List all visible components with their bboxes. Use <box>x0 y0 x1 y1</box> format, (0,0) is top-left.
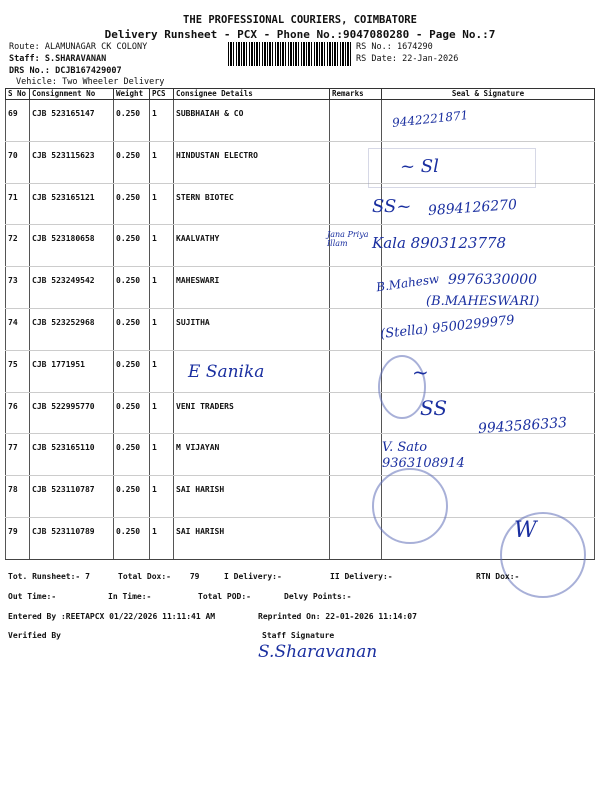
col-header-remarks: Remarks <box>330 89 382 100</box>
vehicle-value: Two Wheeler Delivery <box>62 77 165 87</box>
cell-weight: 0.250 <box>114 100 150 142</box>
rs-date-line <box>356 54 458 64</box>
cell-remarks <box>330 308 382 350</box>
rs-date-label: RS Date: <box>356 54 397 64</box>
cell-weight: 0.250 <box>114 141 150 183</box>
cell-sno: 72 <box>6 225 30 267</box>
cell-pcs: 1 <box>150 100 174 142</box>
cell-weight: 0.250 <box>114 183 150 225</box>
barcode <box>228 42 352 66</box>
cell-consignment: CJB 523110789 <box>30 517 114 559</box>
total-dox <box>118 572 199 581</box>
drs-line <box>9 66 122 76</box>
cell-consignee: HINDUSTAN ELECTRO <box>174 141 330 183</box>
in-time: In Time:- <box>108 592 152 601</box>
cell-consignee: STERN BIOTEC <box>174 183 330 225</box>
table-row <box>6 100 595 142</box>
cell-sno: 76 <box>6 392 30 434</box>
handwritten-name: (B.MAHESWARI) <box>426 294 540 309</box>
handwritten-phone: 9442221871 <box>391 108 469 130</box>
col-header-seal-signature: Seal & Signature <box>382 89 595 100</box>
drs-label: DRS No.: <box>9 66 50 76</box>
cell-consignee: KAALVATHY <box>174 225 330 267</box>
rs-date-value: 22-Jan-2026 <box>402 54 459 64</box>
rs-no-line <box>356 42 433 52</box>
cell-consignment: CJB 523249542 <box>30 267 114 309</box>
cell-remarks <box>330 517 382 559</box>
handwritten-signature: (Stella) 9500299979 <box>379 312 516 343</box>
cell-weight: 0.250 <box>114 308 150 350</box>
route-value: ALAMUNAGAR CK COLONY <box>44 42 148 52</box>
col-header-weight: Weight <box>114 89 150 100</box>
cell-consignment: CJB 523180658 <box>30 225 114 267</box>
col-header-consignment: Consignment No <box>30 89 114 100</box>
signature-mark: B.Mahesw <box>375 271 441 295</box>
cell-consignee: SAI HARISH <box>174 476 330 518</box>
staff-label: Staff: <box>9 54 40 64</box>
col-header-consignee: Consignee Details <box>174 89 330 100</box>
route-label: Route: <box>9 42 40 52</box>
cell-pcs: 1 <box>150 225 174 267</box>
col-header-pcs: PCS <box>150 89 174 100</box>
cell-pcs: 1 <box>150 476 174 518</box>
cell-weight: 0.250 <box>114 392 150 434</box>
company-title: THE PROFESSIONAL COURIERS, COIMBATORE <box>183 14 417 26</box>
cell-pcs: 1 <box>150 141 174 183</box>
company-stamp <box>368 148 536 188</box>
rtn-dox: RTN Dox:- <box>476 572 520 581</box>
handwritten-consignee: E Sanika <box>188 362 265 382</box>
cell-consignment: CJB 523165121 <box>30 183 114 225</box>
staff-signature: S.Sharavanan <box>258 642 378 662</box>
col-header-sno: S No <box>6 89 30 100</box>
staff-line <box>9 54 106 64</box>
verified-by: Verified By <box>8 631 61 640</box>
cell-sno: 73 <box>6 267 30 309</box>
cell-pcs: 1 <box>150 267 174 309</box>
signature-mark: ~ <box>412 360 429 384</box>
cell-consignment: CJB 523115623 <box>30 141 114 183</box>
staff-signature-label: Staff Signature <box>262 631 335 640</box>
cell-remarks <box>330 350 382 392</box>
cell-pcs: 1 <box>150 392 174 434</box>
cell-pcs: 1 <box>150 434 174 476</box>
cell-sno: 74 <box>6 308 30 350</box>
cell-weight: 0.250 <box>114 350 150 392</box>
cell-weight: 0.250 <box>114 517 150 559</box>
total-dox-label: Total Dox:- <box>118 572 171 581</box>
cell-pcs: 1 <box>150 517 174 559</box>
handwritten-signature: Kala 8903123778 <box>372 234 507 252</box>
cell-consignee: SAI HARISH <box>174 517 330 559</box>
cell-consignee: M VIJAYAN <box>174 434 330 476</box>
cell-consignment: CJB 523110787 <box>30 476 114 518</box>
cell-remarks <box>330 100 382 142</box>
runsheet-subtitle: Delivery Runsheet - PCX - Phone No.:9047080280 - Page No.:7 <box>104 28 496 41</box>
tot-runsheet: Tot. Runsheet:- 7 <box>8 572 90 581</box>
insurance-seal <box>500 512 586 598</box>
out-time: Out Time:- <box>8 592 57 601</box>
table-row <box>6 476 595 518</box>
signature-mark: W <box>514 518 537 543</box>
cell-consignee: SUBBHAIAH & CO <box>174 100 330 142</box>
reprinted-on: Reprinted On: 22-01-2026 11:14:07 <box>258 612 417 621</box>
entered-by: Entered By :REETAPCX 01/22/2026 11:11:41 AM <box>8 612 216 621</box>
drs-value: DCJB167429007 <box>55 66 122 76</box>
cell-sno: 77 <box>6 434 30 476</box>
insurance-seal <box>372 468 448 544</box>
cell-sno: 78 <box>6 476 30 518</box>
cell-remarks <box>330 392 382 434</box>
vehicle-label: Vehicle: <box>16 77 57 87</box>
table-header-row <box>6 89 595 100</box>
cell-consignment: CJB 523165147 <box>30 100 114 142</box>
signature-mark: SS <box>420 396 448 420</box>
cell-pcs: 1 <box>150 350 174 392</box>
ii-delivery: II Delivery:- <box>330 572 393 581</box>
total-pod: Total POD:- <box>198 592 251 601</box>
rs-no-value: 1674290 <box>396 42 433 52</box>
signature-mark: SS~ <box>372 196 412 217</box>
cell-sno: 79 <box>6 517 30 559</box>
handwritten-signature: V. Sato 9363108914 <box>382 440 465 471</box>
cell-pcs: 1 <box>150 183 174 225</box>
handwritten-phone: 9894126270 <box>427 196 518 220</box>
total-dox-value: 79 <box>189 572 200 581</box>
cell-weight: 0.250 <box>114 267 150 309</box>
cell-sno: 71 <box>6 183 30 225</box>
cell-consignee: MAHESWARI <box>174 267 330 309</box>
i-delivery: I Delivery:- <box>224 572 282 581</box>
cell-weight: 0.250 <box>114 434 150 476</box>
handwritten-phone: 9943586333 <box>477 414 568 438</box>
cell-consignment: CJB 522995770 <box>30 392 114 434</box>
cell-pcs: 1 <box>150 308 174 350</box>
route-line <box>9 42 147 52</box>
vehicle-line <box>16 77 164 87</box>
cell-weight: 0.250 <box>114 476 150 518</box>
handwritten-phone: 9976330000 <box>448 272 538 288</box>
cell-weight: 0.250 <box>114 225 150 267</box>
table-row <box>6 225 595 267</box>
cell-consignment: CJB 523165110 <box>30 434 114 476</box>
staff-value: S.SHARAVANAN <box>44 54 107 64</box>
cell-consignment: CJB 523252968 <box>30 308 114 350</box>
cell-consignee: VENI TRADERS <box>174 392 330 434</box>
signature-mark: ~ Sl <box>400 156 439 177</box>
cell-sno: 70 <box>6 141 30 183</box>
cell-consignment: CJB 1771951 <box>30 350 114 392</box>
cell-remarks <box>330 267 382 309</box>
delvy-points: Delvy Points:- <box>284 592 352 601</box>
cell-consignee: SUJITHA <box>174 308 330 350</box>
table-row <box>6 434 595 476</box>
handwritten-remark: Jana Priya Illam <box>327 230 369 248</box>
table-row <box>6 350 595 392</box>
cell-sno: 69 <box>6 100 30 142</box>
rs-no-label: RS No.: <box>356 42 392 52</box>
cell-sno: 75 <box>6 350 30 392</box>
cell-remarks <box>330 434 382 476</box>
